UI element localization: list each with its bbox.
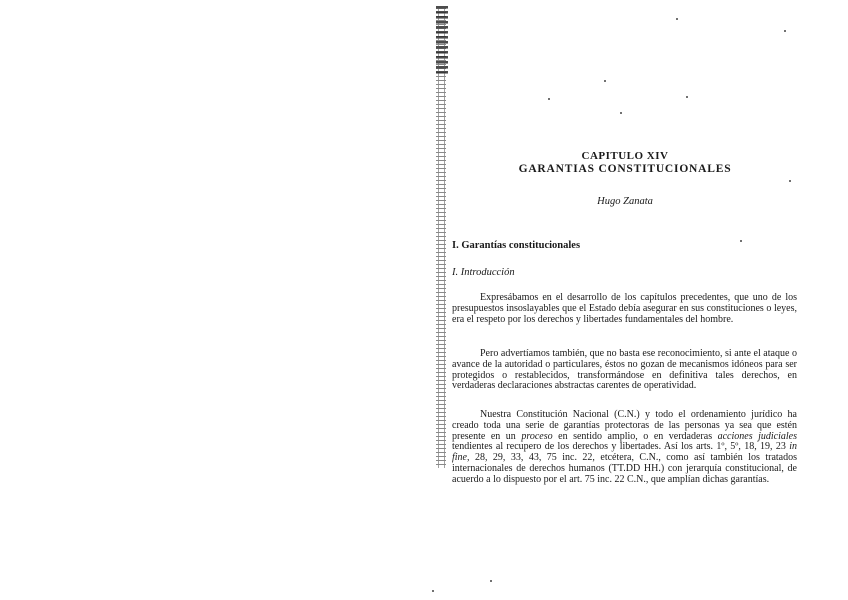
scan-speck [432,590,434,592]
scan-speck [490,580,492,582]
paragraph-3-text: tendientes al recupero de los derechos y libertades. Así los arts. 1º, 5º, 18, 19, 23 [452,441,790,453]
chapter-title: GARANTIAS CONSTITUCIONALES [518,163,732,175]
paragraph-3-emphasis: in fine, [452,441,797,464]
scan-speck [789,180,791,182]
paragraph-2: Pero advertíamos también, que no basta ese reconocimiento, si ante el ataque o avance de la autoridad o particulares, éstos no gozan de mecanismos idóneos para ser protegidos o restablecidos, transformándose en definitiva tales derechos, en verdaderas declaraciones abstractas carentes de operatividad. [452,348,797,392]
section-heading: I. Garantías constitucionales [452,240,581,251]
scan-speck [620,112,622,114]
chapter-author: Hugo Zanata [597,196,653,207]
scan-speck [784,30,786,32]
paragraph-3-text: Nuestra Constitución Nacional (C.N.) y todo el ordenamiento jurídico ha creado toda una serie de garantías protectoras de las personas ya sea que estén presente en un [452,409,797,442]
chapter-label: CAPITULO XIV [581,150,669,162]
paragraph-3-emphasis: acciones judiciales [717,430,797,442]
paragraph-3-text: 28, 29, 33, 43, 75 inc. 22, etcétera, C.N., como así también los tratados internacionales de derechos humanos (TT.DD HH.) con jerarquía constitucional, de acuerdo a lo dispuesto por el art. 75 inc. 22 C.N., que amplían dichas garantías. [452,452,797,485]
paragraph-3-emphasis: proceso [521,430,553,442]
scan-speck [686,96,688,98]
paragraph-3 [452,410,797,486]
scan-speck [676,18,678,20]
scan-speck [548,98,550,100]
scan-speck [740,240,742,242]
scan-speck [604,80,606,82]
subsection-heading: I. Introducción [452,267,515,278]
paragraph-1: Expresábamos en el desarrollo de los capítulos precedentes, que uno de los presupuestos insoslayables que el Estado debía asegurar en sus constituciones o leyes, era el respeto por los derechos y libertades fundamentales del hombre. [452,292,797,325]
binding-edge [436,8,446,468]
paragraph-3-text: en sentido amplio, o en verdaderas [552,430,718,442]
